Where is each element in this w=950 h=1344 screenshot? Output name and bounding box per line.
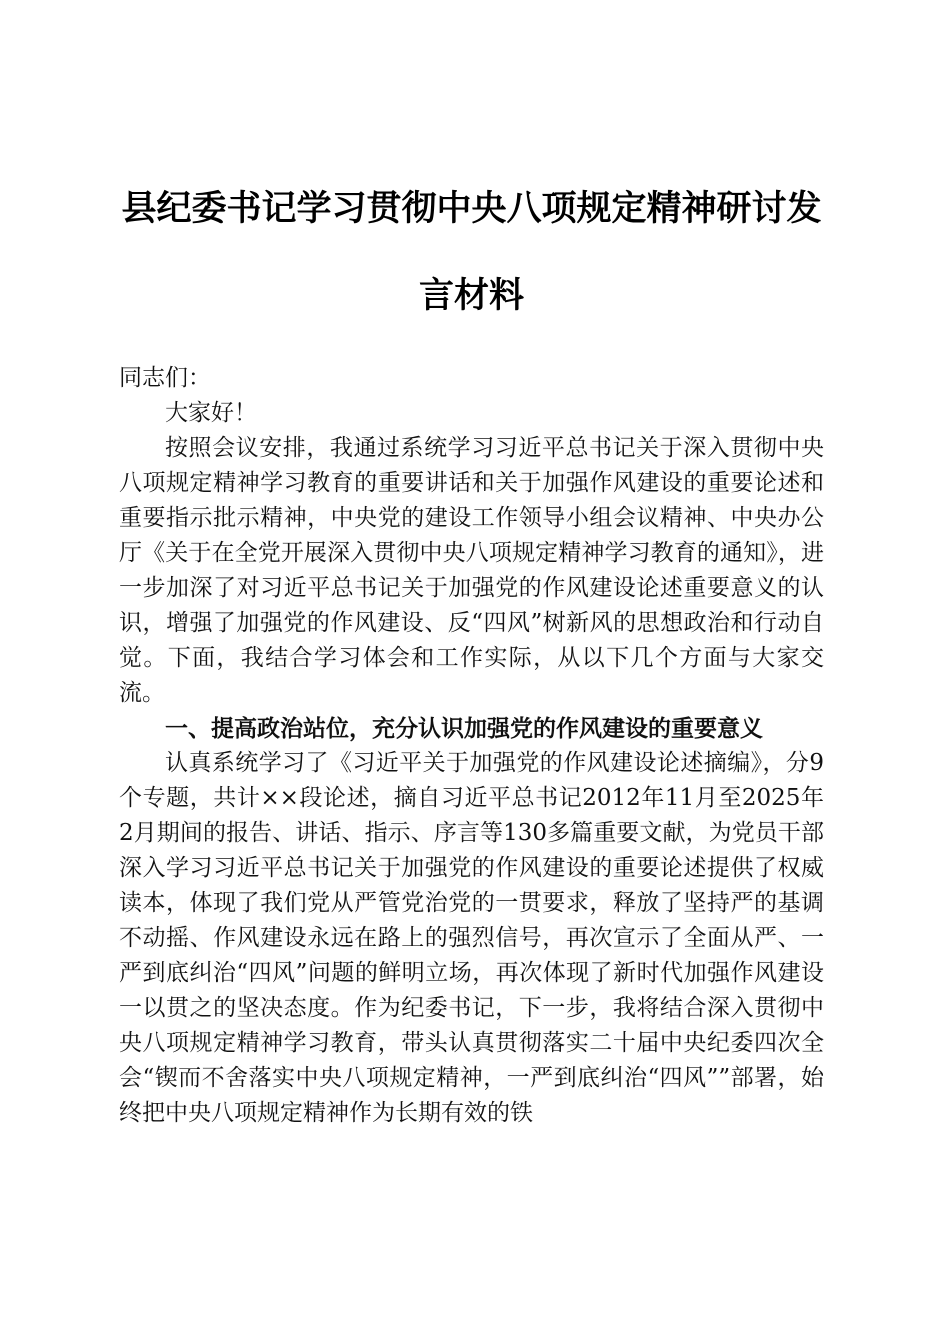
greeting: 大家好！: [165, 400, 257, 426]
document-body: [119, 361, 824, 1131]
section-heading: 一、提高政治站位，充分认识加强党的作风建设的重要意义: [165, 715, 763, 742]
intro-paragraph: 按照会议安排，我通过系统学习习近平总书记关于深入贯彻中央八项规定精神学习教育的重要讲话和关于加强作风建设的重要论述和重要指示批示精神，中央党的建设工作领导小组会议精神、中央办公厅《关于在全党开展深入贯彻中央八项规定精神学习教育的通知》，进一步加深了对习近平总书记关于加强党的作风建设论述重要意义的认识，增强了加强党的作风建设、反“四风”树新风的思想政治和行动自觉。下面，我结合学习体会和工作实际，从以下几个方面与大家交流。: [119, 435, 824, 706]
salutation: 同志们：: [119, 365, 211, 391]
document-title: 县纪委书记学习贯彻中央八项规定精神研讨发言材料: [121, 188, 822, 316]
document-content: [119, 165, 824, 1131]
section-paragraph: 认真系统学习了《习近平关于加强党的作风建设论述摘编》，分9个专题，共计××段论述，摘自习近平总书记2012年11月至2025年2月期间的报告、讲话、指示、序言等130多篇重要文献，为党员干部深入学习习近平总书记关于加强党的作风建设的重要论述提供了权威读本，体现了我们党从严管党治党的一贯要求，释放了坚持严的基调不动摇、作风建设永远在路上的强烈信号，再次宣示了全面从严、一严到底纠治“四风”问题的鲜明立场，再次体现了新时代加强作风建设一以贯之的坚决态度。作为纪委书记，下一步，我将结合深入贯彻中央八项规定精神学习教育，带头认真贯彻落实二十届中央纪委四次全会“锲而不舍落实中央八项规定精神，一严到底纠治“四风””部署，始终把中央八项规定精神作为长期有效的铁: [119, 750, 824, 1126]
